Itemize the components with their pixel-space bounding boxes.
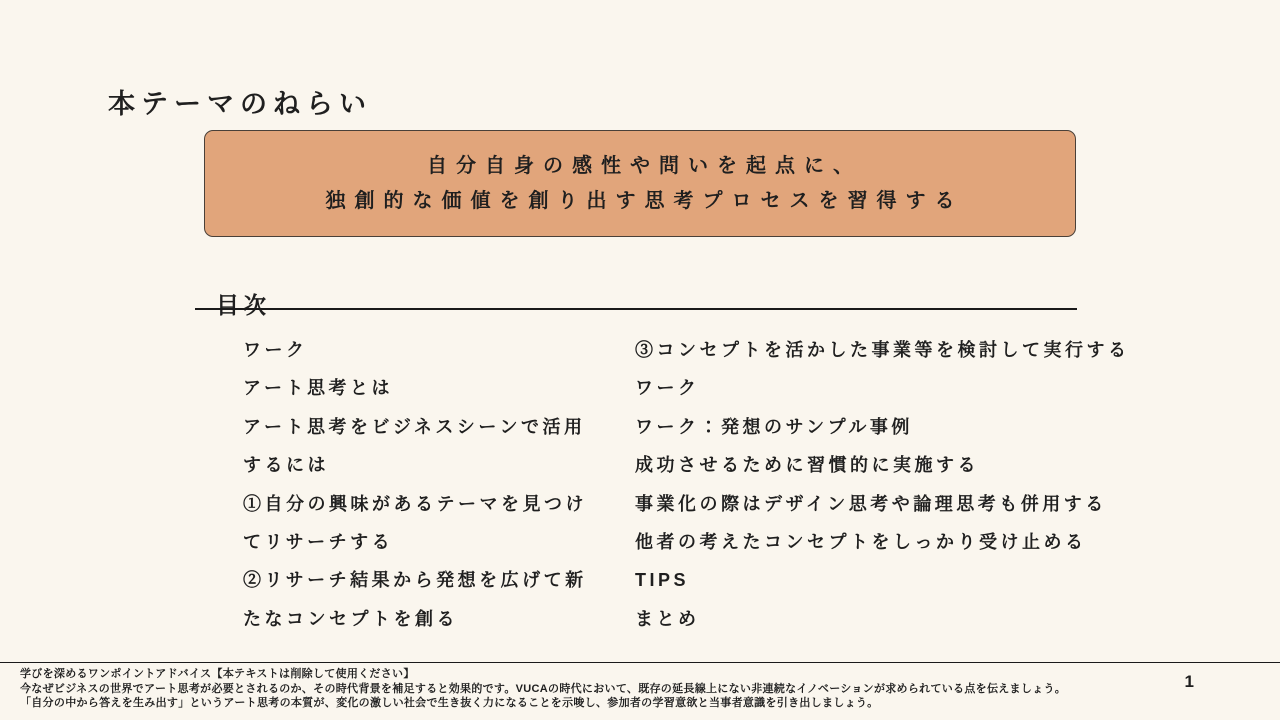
slide-title: 本テーマのねらい	[108, 89, 372, 120]
toc-item: ②リサーチ結果から発想を広げて新たなコンセプトを創る	[243, 570, 587, 629]
footer-advice-line-3: 「自分の中から答えを生み出す」というアート思考の本質が、変化の激しい社会で生き抜く力になることを示唆し、参加者の学習意欲と当事者意識を引き出しましょう。	[20, 697, 879, 710]
toc-underline	[195, 308, 1077, 310]
toc-item: ③コンセプトを活かした事業等を検討して実行する	[635, 340, 1130, 360]
toc-item: ワーク	[635, 378, 700, 399]
footer-advice-line-1: 学びを深めるワンポイントアドバイス【本テキストは削除して使用ください】	[20, 668, 415, 680]
page-number: 1	[1184, 672, 1194, 691]
objective-text-line-2: 独創的な価値を創り出す思考プロセスを習得する	[325, 189, 964, 212]
toc-item: アート思考とは	[243, 378, 393, 399]
toc-item: 事業化の際はデザイン思考や論理思考も併用する	[635, 493, 1107, 514]
objective-text-line-1: 自分自身の感性や問いを起点に、	[427, 154, 862, 177]
footer-advice-note	[20, 667, 1070, 711]
toc-item: 成功させるために習慣的に実施する	[635, 455, 979, 476]
toc-heading: 目次	[216, 292, 270, 319]
toc-item: ワーク：発想のサンプル事例	[635, 416, 913, 437]
toc-item: アート思考をビジネスシーンで活用するには	[243, 416, 586, 476]
objective-box	[204, 130, 1076, 237]
toc-left-column	[243, 331, 599, 638]
toc-item: ワーク	[243, 340, 308, 360]
toc-right-column	[635, 331, 1155, 638]
toc-item: ①自分の興味があるテーマを見つけてリサーチする	[243, 493, 587, 553]
toc-item: TIPS	[635, 570, 690, 591]
footer-advice-line-2: 今なぜビジネスの世界でアート思考が必要とされるのか、その時代背景を補足すると効果的です。VUCAの時代において、既存の延長線上にない非連続なイノベーションが求められている点を伝えましょう。	[20, 682, 1067, 695]
toc-item: 他者の考えたコンセプトをしっかり受け止める	[635, 532, 1087, 553]
slide-footer	[0, 662, 1280, 720]
toc-item: まとめ	[635, 608, 700, 629]
